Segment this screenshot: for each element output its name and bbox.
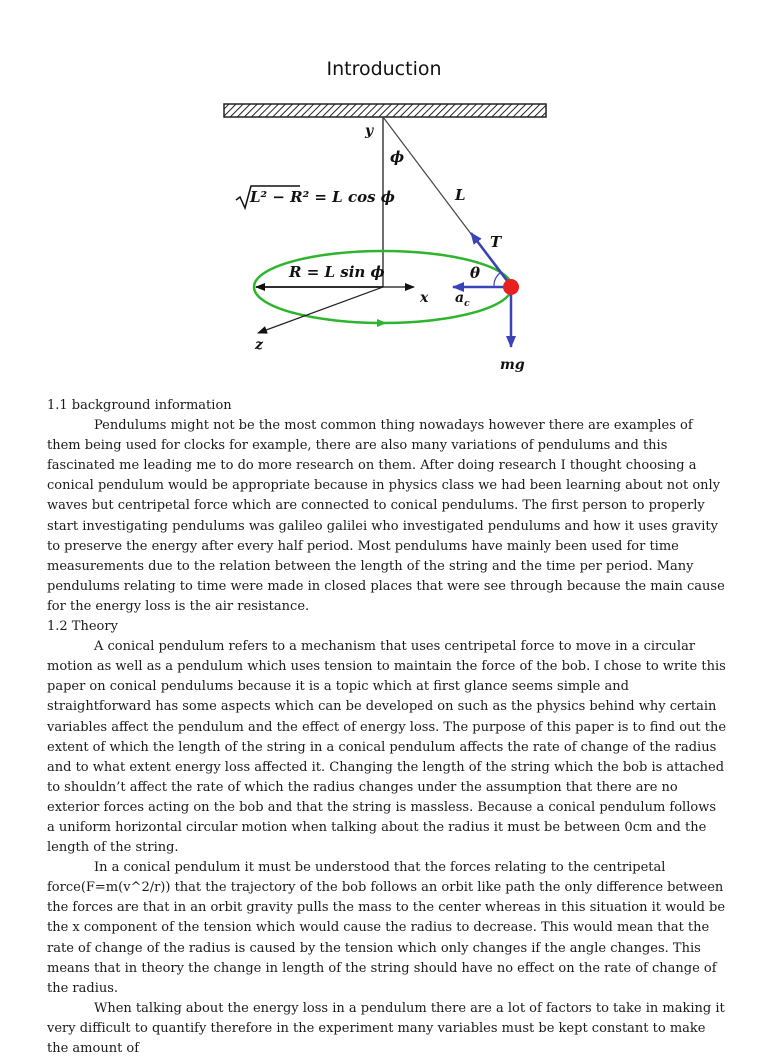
page-title: Introduction <box>326 58 442 80</box>
section-heading-theory: 1.2 Theory <box>47 619 118 635</box>
label-radius-relation: R = L sin ϕ <box>289 263 385 281</box>
label-x: x <box>420 290 429 306</box>
label-ac-main: a <box>455 290 465 306</box>
document-body <box>47 396 727 1059</box>
paragraph-theory-2: In a conical pendulum it must be understood that the forces relating to the centripetal force(F=m(v^2/r)) that the trajectory of the bob follows an orbit like path the only difference between the forces are that in an orbit gravity pulls the mass to the center whereas in this situation it would be the x component of the tension which would cause the radius to decrease. This would mean that the rate of change of the radius is caused by the tension which only changes if the angle changes. This means that in theory the change in length of the string should have no effect on the rate of change of the radius. <box>47 860 726 996</box>
paragraph-background: Pendulums might not be the most common thing nowadays however there are examples of them being used for clocks for example, there are also many variations of pendulums and this fascinated me leading me to do more research on them. After doing research I thought choosing a conical pendulum would be appropriate because in physics class we had been learning about not only waves but centripetal force which are connected to conical pendulums. The first person to properly start investigating pendulums was galileo galilei who investigated pendulums and how it uses gravity to preserve the energy after every half period. Most pendulums have mainly been used for time measurements due to the relation between the length of the string and the time per period. Many pendulums relating to time were made in closed places that were see through because the main cause for the energy loss is the air resistance. <box>47 418 725 614</box>
theta-arc <box>494 273 500 287</box>
section-heading-background: 1.1 background information <box>47 398 232 413</box>
label-ac-subscript: c <box>464 299 470 309</box>
conical-pendulum-diagram <box>0 0 768 390</box>
z-axis-line <box>258 287 383 333</box>
label-y: y <box>365 123 374 139</box>
pendulum-bob <box>503 279 519 295</box>
label-length-relation: L² − R² = L cos ϕ <box>250 188 395 206</box>
paragraph-theory-3: When talking about the energy loss in a pendulum there are a lot of factors to take in making it very difficult to quantify therefore in the experiment many variables must be kept constant to make the amount of <box>47 1000 725 1056</box>
label-mg: mg <box>500 357 525 373</box>
paragraph-theory-1: A conical pendulum refers to a mechanism that uses centripetal force to move in a circular motion as well as a pendulum which uses tension to maintain the force of the bob. I chose to write this paper on conical pendulums because it is a topic which at first glance seems simple and straightforward has some aspects which can be developed on such as the physics behind why certain variables affect the pendulum and the effect of energy loss. The purpose of this paper is to find out the extent of which the length of the string in a conical pendulum affects the rate of change of the radius and to what extent energy loss affected it. Changing the length of the string which the bob is attached to shouldn’t affect the rate of which the radius changes under the assumption that there are no exterior forces acting on the bob and that the string is massless. Because a conical pendulum follows a uniform horizontal circular motion when talking about the radius it must be between 0cm and the length of the string. <box>47 639 727 856</box>
label-theta: θ <box>470 264 481 282</box>
label-T: T <box>490 233 502 251</box>
label-z: z <box>255 337 263 353</box>
ceiling-bar <box>224 104 546 117</box>
label-ac <box>455 290 470 309</box>
label-L: L <box>455 186 466 204</box>
label-phi: ϕ <box>390 148 405 166</box>
